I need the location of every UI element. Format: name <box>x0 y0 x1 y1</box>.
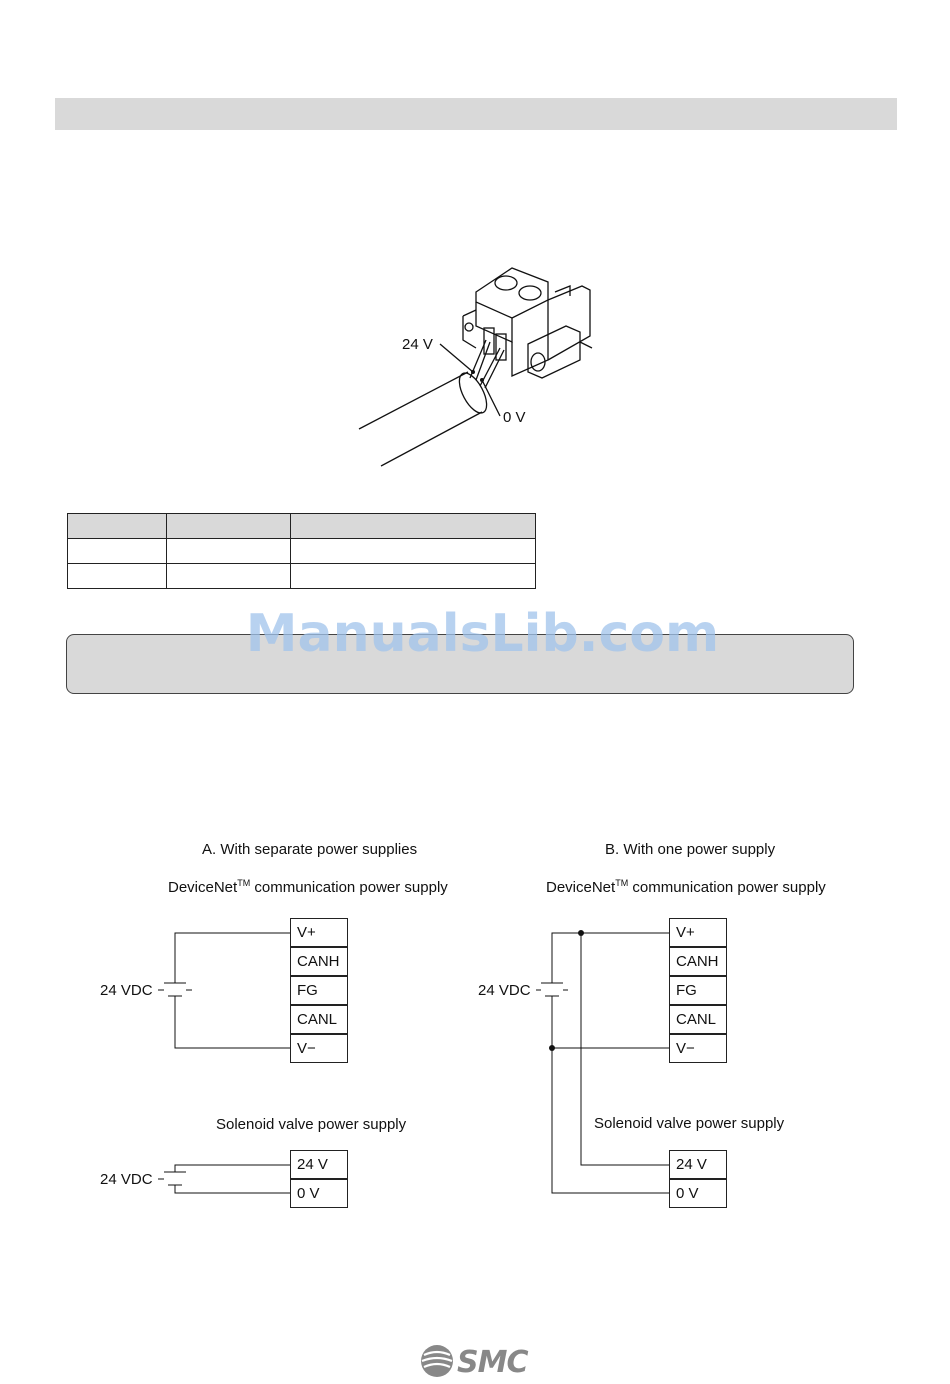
terminal-fg: FG <box>669 976 727 1005</box>
terminal-fg: FG <box>290 976 348 1005</box>
terminal-24v: 24 V <box>669 1150 727 1179</box>
diagram-a-solenoid-supply-label: 24 VDC <box>100 1171 153 1188</box>
table-cell <box>291 539 536 564</box>
diagram-b-solenoid-title: Solenoid valve power supply <box>594 1115 785 1132</box>
diagram-a-solenoid-title: Solenoid valve power supply <box>216 1116 407 1133</box>
connector-figure <box>0 0 950 480</box>
table-cell <box>167 539 291 564</box>
table-row <box>68 539 536 564</box>
table-cell <box>68 564 167 589</box>
pin-assignment-table <box>67 513 536 589</box>
table-cell <box>291 564 536 589</box>
diagram-a-comm-supply-title: DeviceNet™ communication power supply <box>168 878 448 896</box>
terminal-vplus: V+ <box>669 918 727 947</box>
table-cell <box>167 564 291 589</box>
diagram-a-supply-label: 24 VDC <box>100 982 153 999</box>
diagram-b-comm-supply-title: DeviceNet™ communication power supply <box>546 878 826 896</box>
terminal-vminus: V− <box>290 1034 348 1063</box>
smc-logo-icon <box>419 1343 455 1384</box>
terminal-vplus: V+ <box>290 918 348 947</box>
diagram-b-title: B. With one power supply <box>605 841 776 858</box>
table-cell <box>167 514 291 539</box>
label-0v: 0 V <box>503 409 526 426</box>
terminal-vminus: V− <box>669 1034 727 1063</box>
watermark: ManualsLib.com <box>245 604 720 664</box>
table-cell <box>68 514 167 539</box>
connector-illustration <box>0 0 950 480</box>
table-cell <box>291 514 536 539</box>
terminal-0v: 0 V <box>669 1179 727 1208</box>
terminal-0v: 0 V <box>290 1179 348 1208</box>
terminal-canl: CANL <box>669 1005 727 1034</box>
terminal-canh: CANH <box>290 947 348 976</box>
diagram-b-supply-label: 24 VDC <box>478 982 531 999</box>
table-row <box>68 564 536 589</box>
table-header-row <box>68 514 536 539</box>
label-24v: 24 V <box>402 336 433 353</box>
terminal-24v: 24 V <box>290 1150 348 1179</box>
diagram-a-title: A. With separate power supplies <box>202 841 418 858</box>
terminal-canh: CANH <box>669 947 727 976</box>
terminal-canl: CANL <box>290 1005 348 1034</box>
table-cell <box>68 539 167 564</box>
smc-logo: SMC <box>457 1345 528 1380</box>
